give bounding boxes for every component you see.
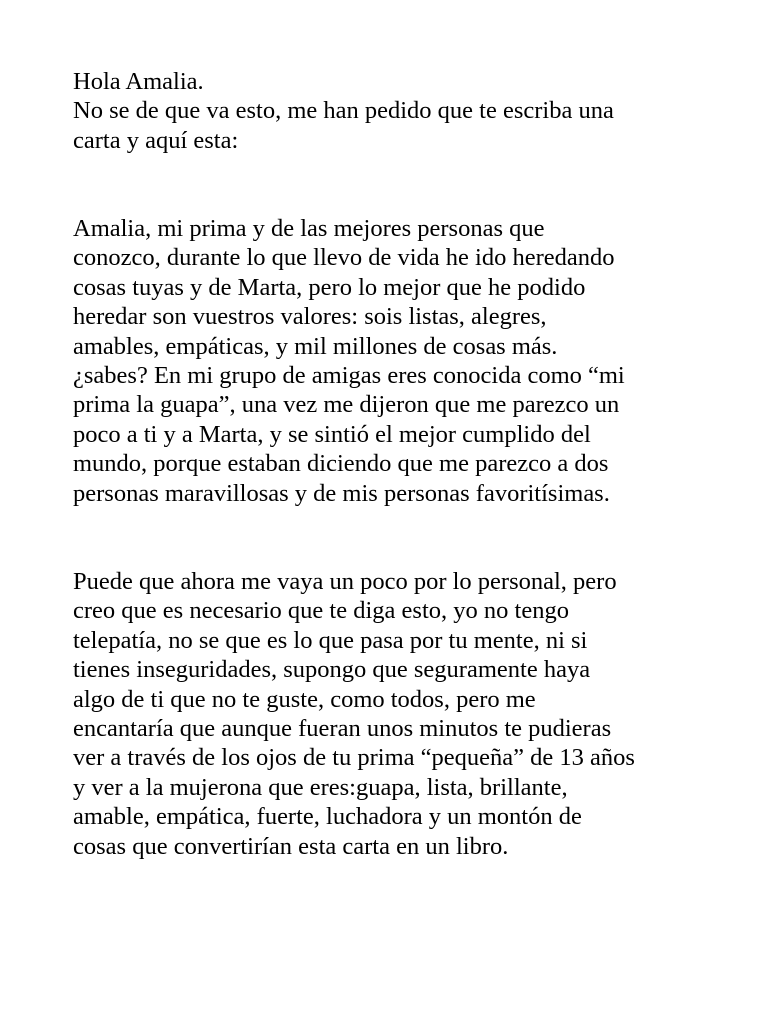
greeting-line: Hola Amalia. bbox=[73, 68, 204, 95]
paragraph-1-line: heredar son vuestros valores: sois listas, alegres, bbox=[73, 303, 547, 331]
paragraph-2-line: algo de ti que no te guste, como todos, pero me bbox=[73, 685, 536, 713]
paragraph-1-line: amables, empáticas, y mil millones de cosas más. bbox=[73, 332, 558, 360]
paragraph-2 bbox=[73, 567, 713, 861]
paragraph-1-line: personas maravillosas y de mis personas favoritísimas. bbox=[73, 479, 610, 507]
paragraph-1-line: prima la guapa”, una vez me dijeron que me parezco un bbox=[73, 391, 620, 419]
paragraph-2-line: Puede que ahora me vaya un poco por lo personal, pero bbox=[73, 567, 617, 595]
intro-line: No se de que va esto, me han pedido que te escriba una bbox=[73, 97, 614, 125]
paragraph-1-line: cosas tuyas y de Marta, pero lo mejor que he podido bbox=[73, 273, 586, 301]
paragraph-2-line: telepatía, no se que es lo que pasa por tu mente, ni si bbox=[73, 626, 588, 654]
paragraph-gap bbox=[73, 155, 713, 214]
paragraph-1-line: conozco, durante lo que llevo de vida he ido heredando bbox=[73, 244, 615, 272]
intro-line: carta y aquí esta: bbox=[73, 126, 239, 154]
paragraph-2-line: creo que es necesario que te diga esto, yo no tengo bbox=[73, 597, 569, 625]
greeting-block bbox=[73, 67, 713, 155]
paragraph-1-line: ¿sabes? En mi grupo de amigas eres conocida como “mi bbox=[73, 362, 625, 390]
paragraph-2-line: tienes inseguridades, supongo que seguramente haya bbox=[73, 656, 591, 684]
paragraph-1 bbox=[73, 214, 713, 508]
paragraph-2-line: y ver a la mujerona que eres:guapa, lista, brillante, bbox=[73, 773, 568, 801]
paragraph-1-line: poco a ti y a Marta, y se sintió el mejor cumplido del bbox=[73, 420, 591, 448]
paragraph-2-line: cosas que convertirían esta carta en un libro. bbox=[73, 832, 509, 860]
paragraph-2-line: ver a través de los ojos de tu prima “pequeña” de 13 años bbox=[73, 744, 635, 772]
paragraph-2-line: amable, empática, fuerte, luchadora y un montón de bbox=[73, 803, 582, 831]
document-page bbox=[73, 67, 713, 861]
paragraph-gap bbox=[73, 508, 713, 567]
paragraph-1-line: Amalia, mi prima y de las mejores personas que bbox=[73, 215, 545, 243]
paragraph-2-line: encantaría que aunque fueran unos minutos te pudieras bbox=[73, 714, 612, 742]
paragraph-1-line: mundo, porque estaban diciendo que me parezco a dos bbox=[73, 450, 609, 478]
